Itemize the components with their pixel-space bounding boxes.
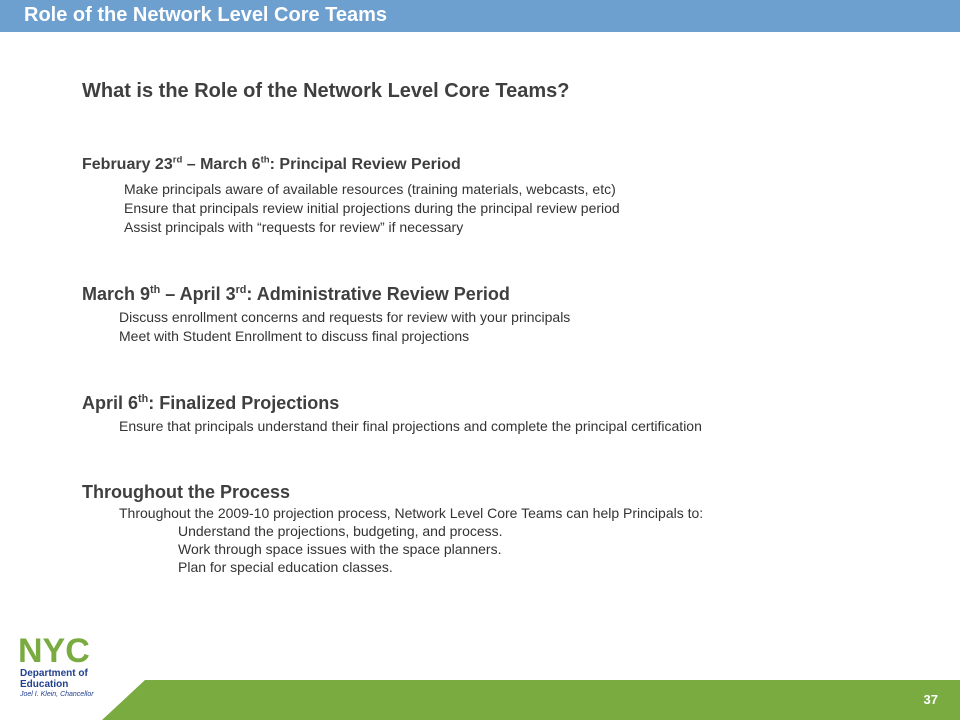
sub-bullet-item: Plan for special education classes.	[178, 559, 393, 575]
logo-nyc-text: NYC	[18, 632, 90, 668]
section-head-principal-review: February 23rd – March 6th: Principal Review Period	[82, 154, 461, 173]
section-head-throughout-process: Throughout the Process	[82, 482, 291, 502]
section-head-administrative-review: March 9th – April 3rd: Administrative Review Period	[82, 284, 510, 304]
section-head-finalized-projections: April 6th: Finalized Projections	[82, 393, 340, 413]
slide-title: Role of the Network Level Core Teams	[24, 4, 388, 26]
main-heading: What is the Role of the Network Level Core Teams?	[82, 80, 570, 102]
footer-bar	[0, 680, 960, 720]
logo-chancellor: Joel I. Klein, Chancellor	[20, 691, 94, 698]
logo-department: Department of Education	[20, 668, 88, 690]
bullet-item: Make principals aware of available resources (training materials, webcasts, etc)	[124, 181, 616, 197]
bullet-item: Throughout the 2009-10 projection process, Network Level Core Teams can help Principals to:	[119, 505, 704, 521]
page-number: 37	[923, 692, 938, 707]
sub-bullet-item: Understand the projections, budgeting, and process.	[178, 523, 503, 539]
bullet-item: Assist principals with “requests for review” if necessary	[124, 219, 464, 235]
sub-bullet-item: Work through space issues with the space planners.	[178, 541, 502, 557]
bullet-item: Discuss enrollment concerns and requests for review with your principals	[119, 309, 571, 325]
bullet-item: Ensure that principals understand their final projections and complete the principal certification	[119, 418, 702, 434]
bullet-item: Ensure that principals review initial projections during the principal review period	[124, 200, 620, 216]
bullet-item: Meet with Student Enrollment to discuss final projections	[119, 328, 470, 344]
